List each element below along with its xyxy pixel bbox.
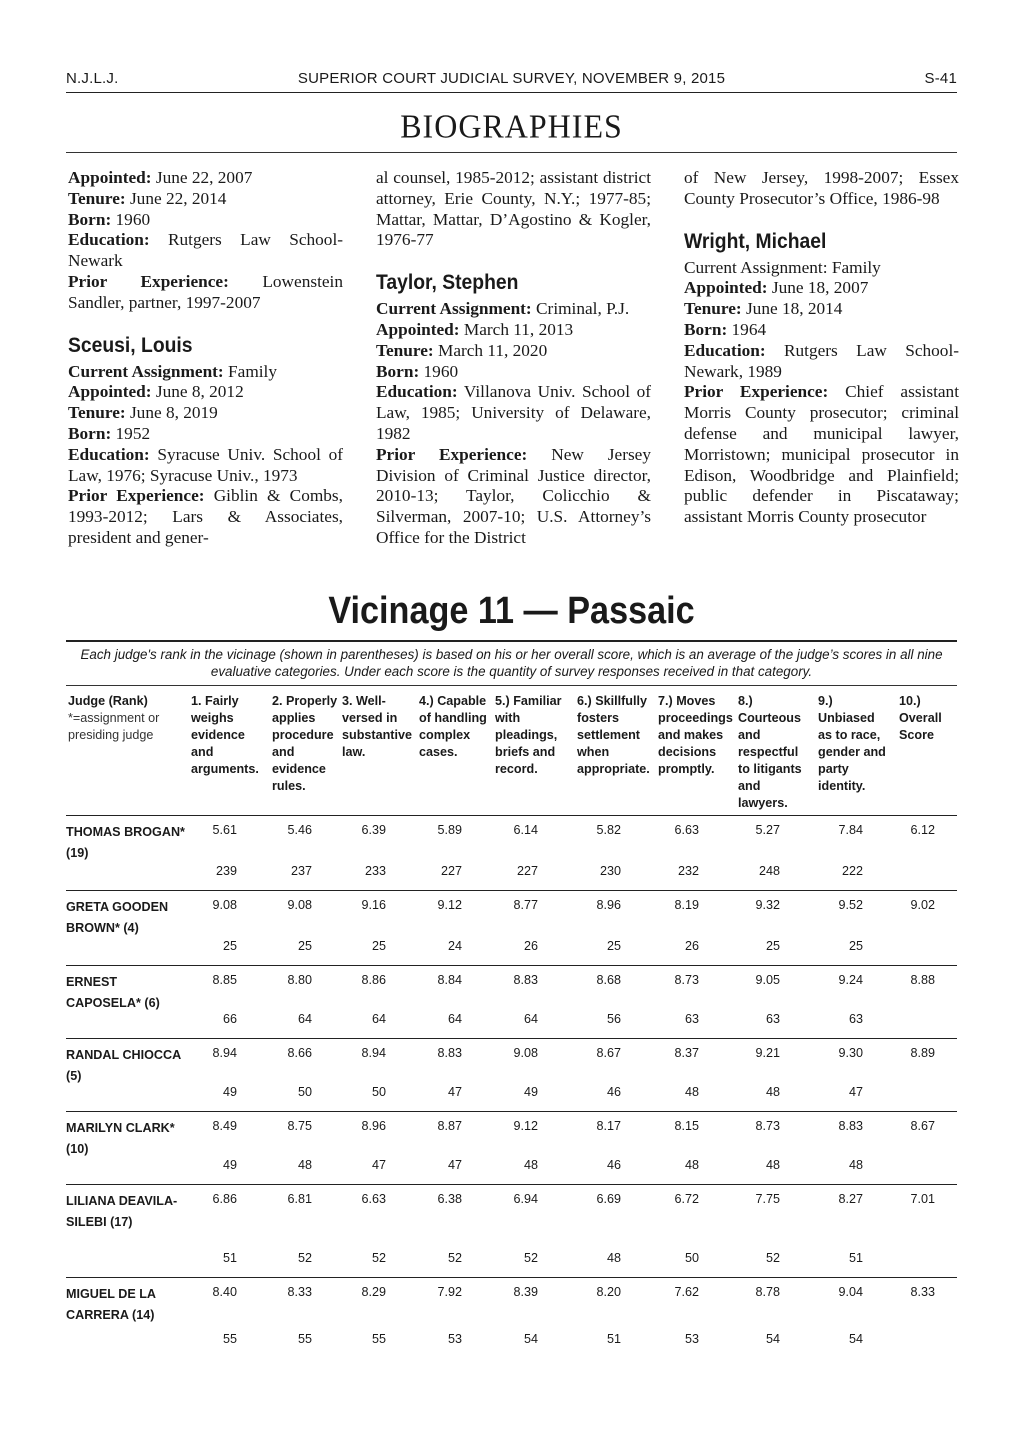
judge-name-rank: LILIANA DEAVILA-SILEBI (17): [66, 1194, 178, 1229]
bio-field: [376, 341, 651, 362]
response-count: 64: [371, 1012, 386, 1026]
field-value: New Jersey Division of Criminal Justice director, 2010-13; Taylor, Colicchio & Silverman, 2007-10; U.S. Attorney’s Office for the District: [376, 444, 651, 547]
response-count: 64: [523, 1012, 538, 1026]
table-row: [66, 1111, 957, 1184]
response-count: 26: [523, 939, 538, 953]
category-score: 8.94: [212, 1046, 237, 1060]
field-label: Prior Experience:: [68, 486, 205, 506]
category-score: 8.83: [437, 1046, 462, 1060]
table-body: [66, 815, 957, 1358]
category-score: 7.92: [437, 1285, 462, 1299]
field-value: Giblin & Combs, 1993-2012; Lars & Associates, president and gener-: [68, 486, 343, 547]
field-value: 1960: [115, 209, 151, 229]
bio-field: [68, 424, 343, 445]
column-header-6: 6.) Skillfully fosters settlement when appropriate.: [577, 694, 650, 776]
bio-field: [684, 299, 959, 320]
field-value: June 22, 2007: [155, 168, 253, 187]
category-score: 6.69: [596, 1192, 621, 1206]
category-score: 8.20: [596, 1285, 621, 1299]
field-label: Current Assignment:: [376, 299, 532, 319]
response-count: 25: [848, 939, 863, 953]
category-score: 9.12: [437, 898, 462, 912]
response-count: 248: [758, 864, 780, 878]
category-score: 8.39: [513, 1285, 538, 1299]
table-header: [66, 693, 957, 815]
response-count: 239: [215, 864, 237, 878]
category-score: 6.39: [361, 823, 386, 837]
field-label: Prior Experience:: [68, 271, 229, 291]
field-value: June 8, 2012: [155, 382, 244, 402]
section-rule: [66, 152, 957, 153]
category-score: 8.27: [838, 1192, 863, 1206]
judge-name-rank: THOMAS BROGAN* (19): [66, 825, 185, 860]
vicinage-title: Vicinage 11 — Passaic: [328, 590, 695, 632]
table-row: [66, 1038, 957, 1111]
field-value: June 18, 2014: [745, 299, 843, 319]
category-score: 5.89: [437, 823, 462, 837]
category-score: 8.77: [513, 898, 538, 912]
response-count: 48: [765, 1085, 780, 1099]
field-label: Born:: [68, 423, 112, 443]
column-header-4: 4.) Capable of handling complex cases.: [419, 694, 487, 759]
field-label: Born:: [376, 361, 420, 381]
response-count: 47: [447, 1085, 462, 1099]
response-count: 53: [447, 1332, 462, 1346]
category-score: 8.96: [596, 898, 621, 912]
newspaper-page: [66, 0, 957, 1443]
response-count: 56: [606, 1012, 621, 1026]
page-number: S-41: [924, 70, 957, 87]
category-score: 8.86: [361, 973, 386, 987]
field-label: Tenure:: [68, 188, 126, 208]
field-label: Education:: [68, 444, 150, 464]
category-score: 8.80: [287, 973, 312, 987]
column-header-7: 7.) Moves proceedings and makes decisions promptly.: [658, 694, 733, 776]
judge-name-rank: MIGUEL DE LA CARRERA (14): [66, 1287, 156, 1322]
bio-field: [684, 320, 959, 341]
category-score: 5.46: [287, 823, 312, 837]
field-value: Family: [228, 361, 277, 381]
category-score: 8.83: [838, 1119, 863, 1133]
category-score: 9.32: [755, 898, 780, 912]
category-score: 8.83: [513, 973, 538, 987]
response-count: 51: [606, 1332, 621, 1346]
category-score: 6.86: [212, 1192, 237, 1206]
response-count: 54: [848, 1332, 863, 1346]
field-value: March 11, 2013: [463, 319, 574, 339]
category-score: 9.52: [838, 898, 863, 912]
bio-continuation: of New Jersey, 1998-2007; Essex County Prosecutor’s Office, 1986-98: [684, 168, 959, 208]
judge-name-heading: Taylor, Stephen: [376, 271, 519, 295]
field-label: Appointed:: [68, 382, 152, 402]
field-value: Rutgers Law School-Newark, 1989: [684, 340, 959, 381]
category-score: 8.75: [287, 1119, 312, 1133]
judge-name-rank: ERNEST CAPOSELA* (6): [66, 975, 160, 1010]
category-score: 9.05: [755, 973, 780, 987]
response-count: 25: [297, 939, 312, 953]
response-count: 25: [606, 939, 621, 953]
explanation-rule: [66, 685, 957, 686]
category-score: 6.38: [437, 1192, 462, 1206]
bio-column-1: [68, 168, 343, 549]
column-header-5: 5.) Familiar with pleadings, briefs and record.: [495, 694, 562, 776]
response-count: 52: [297, 1251, 312, 1265]
response-count: 230: [599, 864, 621, 878]
response-count: 55: [371, 1332, 386, 1346]
bio-field: Current Assignment: Family: [684, 257, 881, 277]
category-score: 7.62: [674, 1285, 699, 1299]
category-score: 8.17: [596, 1119, 621, 1133]
section-title: BIOGRAPHIES: [400, 107, 623, 145]
table-row: [66, 1184, 957, 1277]
category-score: 8.19: [674, 898, 699, 912]
running-header: [66, 68, 957, 92]
response-count: 63: [848, 1012, 863, 1026]
response-count: 232: [677, 864, 699, 878]
bio-field: [68, 210, 343, 231]
response-count: 51: [848, 1251, 863, 1265]
response-count: 46: [606, 1085, 621, 1099]
response-count: 52: [765, 1251, 780, 1265]
response-count: 49: [222, 1158, 237, 1172]
category-score: 6.81: [287, 1192, 312, 1206]
category-score: 8.73: [674, 973, 699, 987]
field-value: Lowenstein Sandler, partner, 1997-2007: [68, 271, 343, 312]
field-value: March 11, 2020: [437, 340, 548, 360]
field-label: Current Assignment:: [68, 361, 224, 381]
bio-column-3: [684, 168, 959, 528]
response-count: 52: [523, 1251, 538, 1265]
judge-scores-table: [66, 693, 957, 1358]
bio-field: [376, 362, 651, 383]
bio-field: [68, 445, 343, 487]
judge-rank-header: [68, 693, 183, 744]
category-score: 6.14: [513, 823, 538, 837]
response-count: 49: [523, 1085, 538, 1099]
table-row: [66, 1277, 957, 1358]
assignment-note: *=assignment or presiding judge: [68, 711, 160, 742]
category-score: 7.75: [755, 1192, 780, 1206]
category-score: 9.21: [755, 1046, 780, 1060]
category-score: 8.15: [674, 1119, 699, 1133]
overall-score: 8.33: [910, 1285, 935, 1299]
response-count: 47: [447, 1158, 462, 1172]
category-score: 5.61: [212, 823, 237, 837]
category-score: 9.30: [838, 1046, 863, 1060]
category-score: 5.82: [596, 823, 621, 837]
response-count: 66: [222, 1012, 237, 1026]
response-count: 55: [222, 1332, 237, 1346]
table-row: [66, 965, 957, 1038]
bio-field: [684, 382, 959, 528]
response-count: 47: [848, 1085, 863, 1099]
response-count: 63: [684, 1012, 699, 1026]
category-score: 9.08: [212, 898, 237, 912]
response-count: 227: [440, 864, 462, 878]
response-count: 64: [447, 1012, 462, 1026]
response-count: 48: [848, 1158, 863, 1172]
overall-score: 7.01: [910, 1192, 935, 1206]
bio-field: [68, 189, 343, 210]
response-count: 48: [606, 1251, 621, 1265]
overall-score: 8.89: [910, 1046, 935, 1060]
response-count: 46: [606, 1158, 621, 1172]
response-count: 227: [516, 864, 538, 878]
category-score: 8.37: [674, 1046, 699, 1060]
response-count: 24: [447, 939, 462, 953]
judge-name-heading: Wright, Michael: [684, 229, 827, 253]
category-score: 9.08: [513, 1046, 538, 1060]
category-score: 8.29: [361, 1285, 386, 1299]
response-count: 222: [841, 864, 863, 878]
category-score: 7.84: [838, 823, 863, 837]
category-score: 8.66: [287, 1046, 312, 1060]
field-value: Rutgers Law School-Newark: [68, 230, 343, 271]
field-value: June 22, 2014: [129, 188, 227, 208]
category-score: 9.16: [361, 898, 386, 912]
category-score: 6.72: [674, 1192, 699, 1206]
response-count: 25: [222, 939, 237, 953]
category-score: 8.84: [437, 973, 462, 987]
category-score: 6.63: [361, 1192, 386, 1206]
response-count: 25: [765, 939, 780, 953]
response-count: 48: [684, 1085, 699, 1099]
column-header-1: 1. Fairly weighs evidence and arguments.: [191, 694, 259, 776]
bio-field: [68, 382, 343, 403]
category-score: 8.94: [361, 1046, 386, 1060]
response-count: 25: [371, 939, 386, 953]
field-value: Chief assistant Morris County prosecutor; criminal defense and municipal lawyer, Morristown; municipal prosecutor in Edison, Woodbridge and Plainfield; public defender in Piscataway; assistant Morris County prosecutor: [684, 382, 959, 527]
category-score: 8.40: [212, 1285, 237, 1299]
response-count: 53: [684, 1332, 699, 1346]
response-count: 48: [297, 1158, 312, 1172]
column-header-10: 10.) Overall Score: [899, 694, 942, 742]
response-count: 48: [684, 1158, 699, 1172]
field-value: Syracuse Univ. School of Law, 1976; Syracuse Univ., 1973: [68, 444, 343, 485]
overall-score: 9.02: [910, 898, 935, 912]
field-label: Appointed:: [68, 168, 152, 187]
table-row: [66, 890, 957, 965]
field-label: Tenure:: [68, 403, 126, 423]
field-label: Prior Experience:: [684, 382, 829, 402]
bio-field: [684, 278, 959, 299]
field-label: Appointed:: [376, 319, 460, 339]
field-label: Education:: [68, 230, 150, 250]
category-score: 9.08: [287, 898, 312, 912]
response-count: 47: [371, 1158, 386, 1172]
issue-title: SUPERIOR COURT JUDICIAL SURVEY, NOVEMBER 9, 2015: [297, 70, 726, 87]
overall-score: 8.67: [910, 1119, 935, 1133]
response-count: 64: [297, 1012, 312, 1026]
category-score: 8.49: [212, 1119, 237, 1133]
judge-name-heading: Sceusi, Louis: [68, 333, 193, 357]
judge-name-rank: GRETA GOODEN BROWN* (4): [66, 900, 169, 935]
category-score: 8.67: [596, 1046, 621, 1060]
category-score: 9.04: [838, 1285, 863, 1299]
response-count: 52: [371, 1251, 386, 1265]
field-value: Criminal, P.J.: [536, 299, 630, 319]
response-count: 49: [222, 1085, 237, 1099]
vicinage-rule: [66, 640, 957, 642]
field-value: 1964: [731, 319, 767, 339]
bio-field: [684, 341, 959, 383]
vicinage-explanation: Each judge's rank in the vicinage (shown in parentheses) is based on his or her overall score, which is an average of the judge’s scores in all nine evaluative categories. Under each score is the quantity of survey responses received in that category.: [80, 647, 943, 679]
bio-field: [376, 445, 651, 549]
category-score: 8.87: [437, 1119, 462, 1133]
field-label: Education:: [376, 382, 458, 402]
field-label: Tenure:: [376, 340, 434, 360]
field-value: Villanova Univ. School of Law, 1985; University of Delaware, 1982: [376, 382, 651, 443]
column-header-3: 3. Well-versed in substantive law.: [342, 694, 412, 759]
category-score: 6.63: [674, 823, 699, 837]
field-label: Appointed:: [684, 278, 768, 298]
category-score: 5.27: [755, 823, 780, 837]
response-count: 54: [523, 1332, 538, 1346]
response-count: 55: [297, 1332, 312, 1346]
bio-field: [68, 403, 343, 424]
category-score: 8.96: [361, 1119, 386, 1133]
field-label: Born:: [684, 319, 728, 339]
field-value: 1952: [115, 423, 151, 443]
overall-score: 6.12: [910, 823, 935, 837]
category-score: 9.24: [838, 973, 863, 987]
bio-field: [68, 486, 343, 548]
field-label: Prior Experience:: [376, 444, 528, 464]
category-score: 8.73: [755, 1119, 780, 1133]
response-count: 54: [765, 1332, 780, 1346]
response-count: 233: [364, 864, 386, 878]
bio-field: [376, 299, 651, 320]
column-header-2: 2. Properly applies procedure and evidence rules.: [272, 694, 338, 793]
bio-field: [376, 320, 651, 341]
category-score: 8.85: [212, 973, 237, 987]
judge-name-rank: MARILYN CLARK* (10): [66, 1121, 175, 1156]
response-count: 51: [222, 1251, 237, 1265]
column-header-8: 8.) Courteous and respectful to litigants and lawyers.: [738, 694, 802, 810]
bio-field: [376, 382, 651, 444]
category-score: 6.94: [513, 1192, 538, 1206]
bio-field: [68, 362, 343, 383]
category-score: 8.68: [596, 973, 621, 987]
category-score: 8.33: [287, 1285, 312, 1299]
category-score: 8.78: [755, 1285, 780, 1299]
field-label: Tenure:: [684, 299, 742, 319]
field-label: Education:: [684, 340, 766, 360]
category-score: 9.12: [513, 1119, 538, 1133]
response-count: 50: [684, 1251, 699, 1265]
response-count: 52: [447, 1251, 462, 1265]
bio-continuation: al counsel, 1985-2012; assistant district attorney, Erie County, N.Y.; 1977-85; Mattar, Mattar, D’Agostino & Kogler, 1976-77: [376, 168, 651, 250]
response-count: 50: [371, 1085, 386, 1099]
judge-name-rank: RANDAL CHIOCCA (5): [66, 1048, 181, 1083]
response-count: 63: [765, 1012, 780, 1026]
column-header-9: 9.) Unbiased as to race, gender and party identity.: [818, 694, 886, 793]
header-rule: [66, 92, 957, 93]
field-value: June 18, 2007: [771, 278, 869, 298]
response-count: 50: [297, 1085, 312, 1099]
bio-column-2: [376, 168, 651, 549]
field-label: Born:: [68, 209, 112, 229]
field-value: 1960: [423, 361, 459, 381]
bio-field: [68, 168, 343, 189]
overall-score: 8.88: [910, 973, 935, 987]
response-count: 48: [765, 1158, 780, 1172]
response-count: 48: [523, 1158, 538, 1172]
publication-abbrev: N.J.L.J.: [66, 70, 119, 87]
bio-field: [68, 272, 343, 314]
bio-field: [68, 230, 343, 272]
judge-rank-title: Judge (Rank): [68, 694, 148, 708]
response-count: 26: [684, 939, 699, 953]
response-count: 237: [290, 864, 312, 878]
table-row: [66, 815, 957, 890]
field-value: June 8, 2019: [129, 403, 218, 423]
